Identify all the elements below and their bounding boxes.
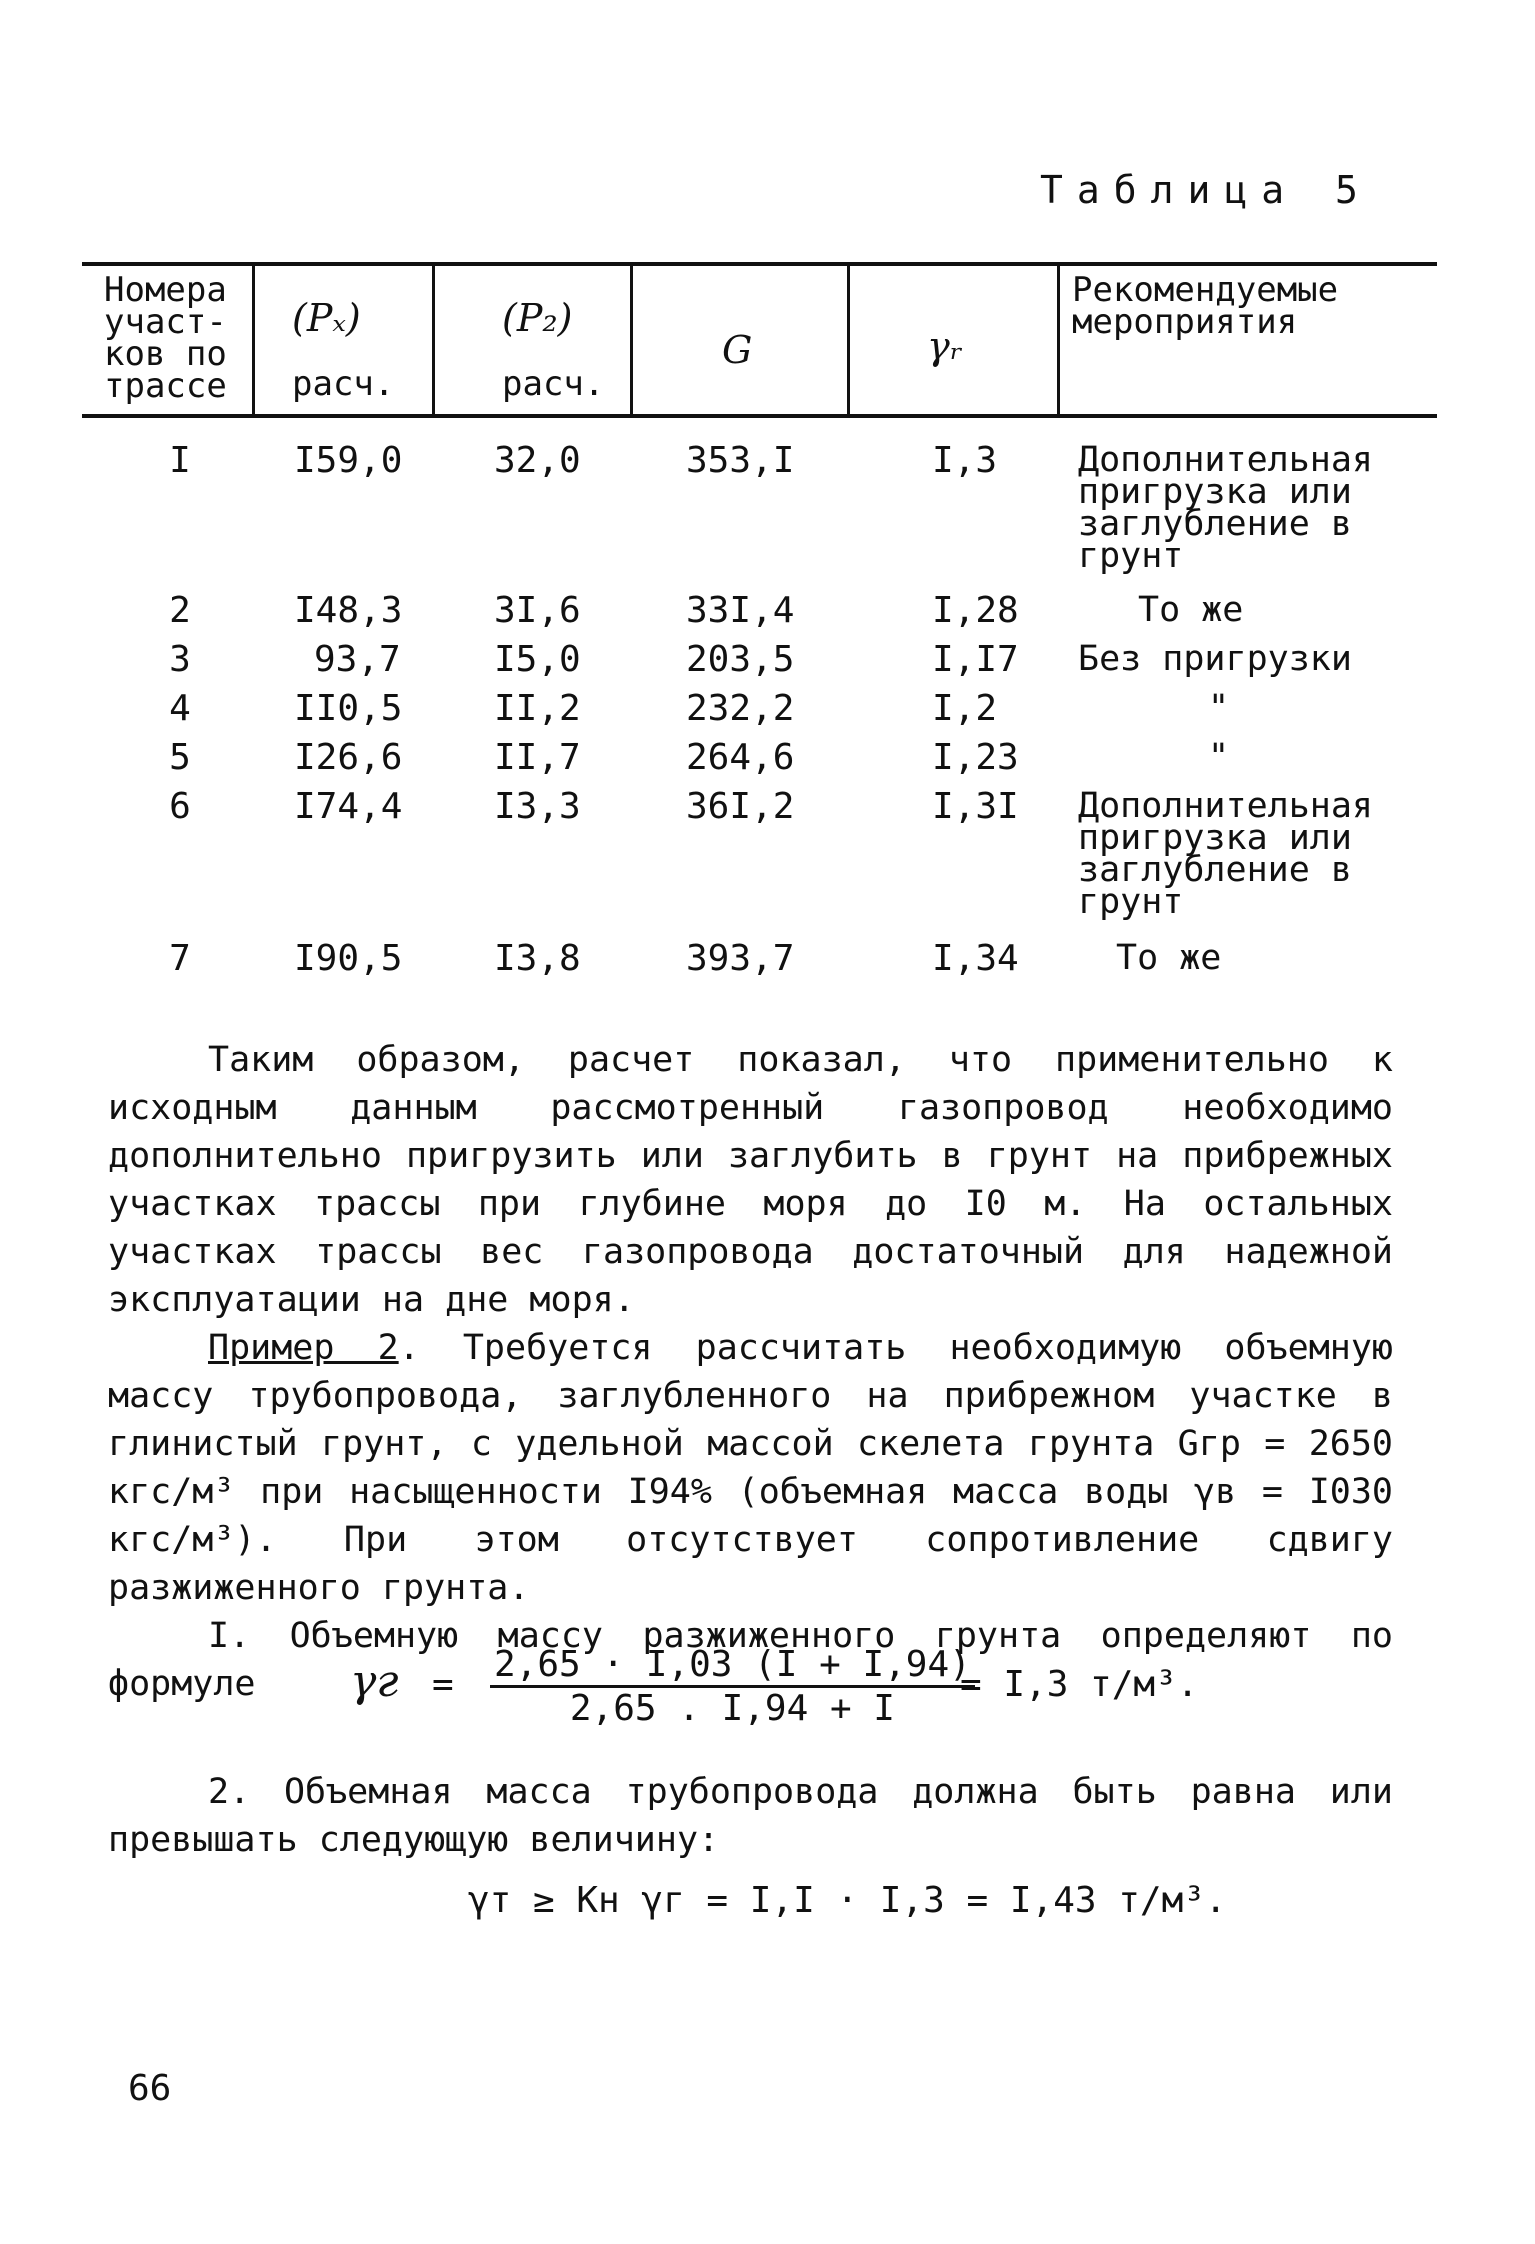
cell-g: 232,2 <box>686 688 795 729</box>
cell-measure: " <box>1208 688 1230 728</box>
header-px-symbol: (Pₓ) <box>292 296 361 340</box>
cell-measure: " <box>1208 737 1230 777</box>
cell-pz: II,2 <box>494 688 581 729</box>
formula-density-pipe: γт ≥ Кн γг = I,I · I,3 = I,43 т/м³. <box>468 1880 1227 1921</box>
header-px-note: расч. <box>292 364 395 404</box>
cell-pz: I3,8 <box>494 938 581 979</box>
formula-numerator: 2,65 · I,03 (I + I,94) <box>490 1644 975 1688</box>
cell-section: 4 <box>169 688 191 729</box>
cell-gamma: I,3 <box>932 440 998 481</box>
cell-pz: 3I,6 <box>494 590 581 631</box>
column-divider <box>1057 262 1060 416</box>
cell-px: I59,0 <box>294 440 403 481</box>
cell-px: II0,5 <box>294 688 403 729</box>
example-label: Пример 2 <box>208 1328 399 1368</box>
cell-section: 6 <box>169 786 191 827</box>
header-g <box>722 302 753 372</box>
header-gamma <box>927 298 963 368</box>
header-pz-note: расч. <box>502 364 605 404</box>
cell-px: I74,4 <box>294 786 403 827</box>
formula-density-soil <box>340 1644 1240 1748</box>
paragraph-example-2 <box>108 1324 1393 1612</box>
cell-pz: II,7 <box>494 737 581 778</box>
cell-section: 3 <box>169 639 191 680</box>
header-section-number: Номера участ- ков по трассе <box>104 270 227 406</box>
cell-g: 264,6 <box>686 737 795 778</box>
cell-section: I <box>169 440 191 481</box>
body-text <box>108 1036 1393 1708</box>
table-header-rule <box>82 414 1437 418</box>
cell-g: 36I,2 <box>686 786 795 827</box>
formula-result: = I,3 т/м³. <box>960 1664 1199 1705</box>
column-divider <box>252 262 255 416</box>
formula-lhs: γг <box>350 1656 399 1707</box>
paragraph-step-1: I. Объемную массу разжиженного грунта определяют по формуле <box>108 1616 1393 1704</box>
page-number: 66 <box>128 2068 172 2109</box>
cell-px: I26,6 <box>294 737 403 778</box>
header-gamma-symbol: γᵣ <box>927 324 963 368</box>
cell-measure: Без пригрузки <box>1078 639 1352 679</box>
column-divider <box>630 262 633 416</box>
cell-pz: I3,3 <box>494 786 581 827</box>
cell-measure: Дополнительная пригрузка или заглубление в грунт <box>1078 440 1374 576</box>
cell-px: I48,3 <box>294 590 403 631</box>
cell-g: 203,5 <box>686 639 795 680</box>
paragraph-conclusion: Таким образом, расчет показал, что применительно к исходным данным рассмотренный газопровод необходимо дополнительно пригрузить или заглубить в грунт на прибрежных участках трассы при глубине моря до I0 м. На остальных участках трассы вес газопровода достаточный для надежной эксплуатации на дне моря. <box>108 1040 1393 1320</box>
header-g-symbol: G <box>722 328 753 372</box>
table-caption: Таблица 5 <box>1040 168 1372 212</box>
cell-gamma: I,28 <box>932 590 1019 631</box>
cell-gamma: I,23 <box>932 737 1019 778</box>
cell-g: 393,7 <box>686 938 795 979</box>
cell-section: 5 <box>169 737 191 778</box>
cell-gamma: I,3I <box>932 786 1019 827</box>
formula-fraction <box>490 1644 975 1729</box>
cell-gamma: I,2 <box>932 688 998 729</box>
cell-px: I90,5 <box>294 938 403 979</box>
cell-section: 7 <box>169 938 191 979</box>
header-measures: Рекомендуемые мероприятия <box>1072 270 1339 342</box>
cell-measure: Дополнительная пригрузка или заглубление в грунт <box>1078 786 1374 922</box>
paragraph-step-2: 2. Объемная масса трубопровода должна быть равна или превышать следующую величину: <box>108 1772 1393 1860</box>
cell-pz: 32,0 <box>494 440 581 481</box>
header-px <box>292 270 395 404</box>
cell-gamma: I,I7 <box>932 639 1019 680</box>
column-divider <box>432 262 435 416</box>
cell-section: 2 <box>169 590 191 631</box>
cell-g: 33I,4 <box>686 590 795 631</box>
example-text: . Требуется рассчитать необходимую объемную массу трубопровода, заглубленного на прибрежном участке в глинистый грунт, с удельной массой скелета грунта Gгр = 2650 кгс/м³ при насыщенности I94% (объемная масса воды γв = I030 кгс/м³). При этом отсутствует сопротивление сдвигу разжиженного грунта. <box>108 1328 1393 1608</box>
table-top-rule <box>82 262 1437 266</box>
formula-equals: = <box>432 1664 454 1705</box>
cell-pz: I5,0 <box>494 639 581 680</box>
header-pz <box>502 270 605 404</box>
cell-g: 353,I <box>686 440 795 481</box>
cell-measure: То же <box>1116 938 1222 978</box>
body-text-2 <box>108 1768 1393 1864</box>
cell-px: 93,7 <box>314 639 401 680</box>
header-pz-symbol: (P₂) <box>502 296 573 340</box>
formula-denominator: 2,65 . I,94 + I <box>569 1688 895 1729</box>
cell-measure: То же <box>1138 590 1244 630</box>
column-divider <box>847 262 850 416</box>
cell-gamma: I,34 <box>932 938 1019 979</box>
